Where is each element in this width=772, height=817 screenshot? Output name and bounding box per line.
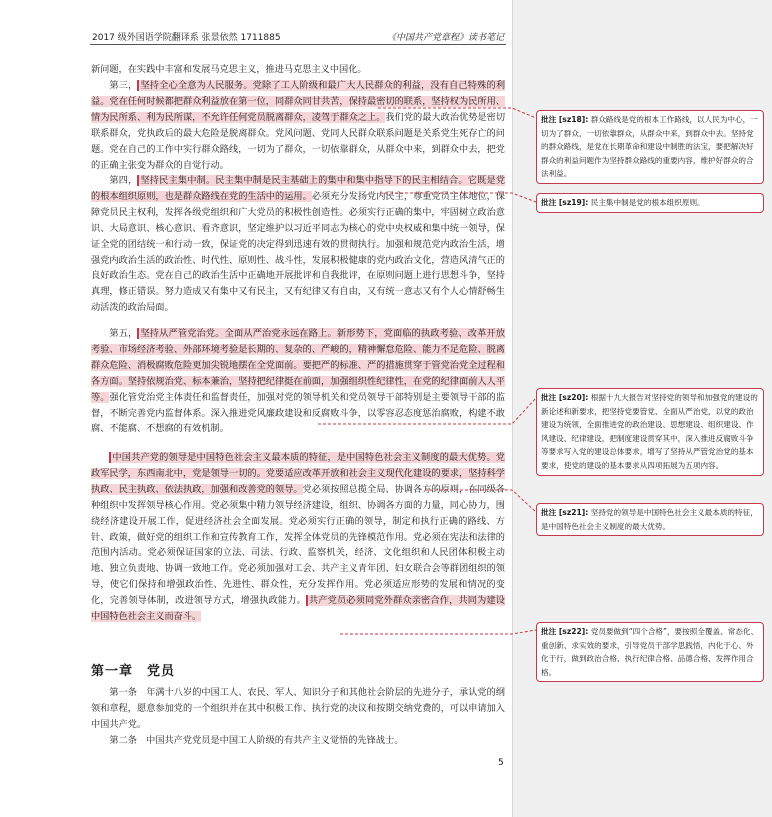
article-one	[91, 685, 505, 733]
header-left: 2017 级外国语学院翻译系 张景依然 1711885	[92, 33, 281, 43]
paragraph-text: 第二条 中国共产党党员是中国工人阶级的有共产主义觉悟的先锋战士。	[109, 735, 404, 746]
article-two	[91, 733, 505, 749]
comment-tag: 批注 [sz21]:	[541, 508, 589, 517]
comment-text: 党员要做到“四个合格”，要按照全覆盖、常态化、重创新、求实效的要求，引导党员干部学思践悟，内化于心、外化于行，做到政治合格、执行纪律合格、品德合格、发挥作用合格。	[541, 627, 759, 677]
paragraph-third[interactable]	[91, 78, 505, 173]
paragraph-lead: 第三，	[109, 80, 138, 91]
paragraph-text: 我们党的最大政治优势是密切联系群众，党执政后的最大危险是脱离群众。党风问题、党同人民群众联系问题是关系党生死存亡的问题。党在自己的工作中实行群众路线，一切为了群众，一切依靠群众，从群众中来，到群众中去，把党的正确主张变为群众的自觉行动。	[91, 111, 506, 171]
highlight-sz18[interactable]: 坚持全心全意为人民服务。党除了工人阶级和最广大人民群众的利益，没有自己特殊的利益。党在任何时候都把群众利益放在第一位，同群众同甘共苦，保持最密切的联系，坚持权为民所用、情为民所系、利为民所谋，不允许任何党员脱离群众，凌驾于群众之上。	[91, 80, 506, 123]
paragraph-text: 必须充分发扬党内民主，尊重党员主体地位，保障党员民主权利，发挥各级党组织和广大党员的积极性创造性。必须实行正确的集中，牢固树立政治意识、大局意识、核心意识、看齐意识，坚定维护以习近平同志为核心的党中央权威和集中统一领导，保证全党的团结统一和行动一致，保证党的决定得到迅速有效的贯彻执行。加强和规范党内政治生活，增强党内政治生活的政治性、时代性、原则性、战斗性，发展积极健康的党内政治文化，营造风清气正的良好政治生态。党在自己的政治生活中正确地开展批评和自我批评，在原则问题上进行思想斗争，坚持真理，修正错误。努力造成又有集中又有民主，又有纪律又有自由，又有统一意志又有个人心情舒畅生动活泼的政治局面。	[91, 190, 506, 314]
comment-sz21[interactable]	[536, 503, 764, 536]
comment-text: 群众路线是党的根本工作路线，以人民为中心，一切为了群众，一切依靠群众，从群众中来，到群众中去。坚持党的群众路线，是党在长期革命和建设中制胜的法宝，要把解决好群众的利益问题作为坚持群众路线的重要内容，维护好群众的合法利益。	[541, 115, 758, 179]
comment-sz22[interactable]	[536, 622, 764, 682]
comment-tag: 批注 [sz20]:	[541, 393, 589, 402]
comment-tag: 批注 [sz22]:	[541, 627, 589, 636]
paragraph-intro	[91, 62, 505, 78]
paragraph-text: 强化管党治党主体责任和监督责任，加强对党的领导机关和党员领导干部特别是主要领导干部的监督，不断完善党内监督体系。深入推进党风廉政建设和反腐败斗争，以零容忍态度惩治腐败，构建不敢腐、不能腐、不想腐的有效机制。	[91, 391, 506, 435]
paragraph-text: 第一条 年满十八岁的中国工人、农民、军人、知识分子和其他社会阶层的先进分子，承认党的纲领和章程，愿意参加党的一个组织并在其中积极工作、执行党的决议和按期交纳党费的，可以申请加入中国共产党。	[91, 687, 505, 730]
highlight-sz19[interactable]: 坚持民主集中制。民主集中制是民主基础上的集中和集中指导下的民主相结合。它既是党的根本组织原则，也是群众路线在党的生活中的运用。	[91, 175, 506, 202]
page-number: 5	[498, 758, 504, 768]
comment-tag: 批注 [sz19]:	[541, 198, 589, 207]
paragraph-fifth[interactable]	[91, 326, 505, 437]
paragraph-text: 新问题，在实践中丰富和发展马克思主义，推进马克思主义中国化。	[91, 64, 367, 75]
paragraph-lead: 第五，	[109, 328, 138, 339]
highlight-sz22[interactable]: 共产党员必须同党外群众亲密合作，共同为建设中国特色社会主义而奋斗。	[91, 595, 505, 623]
comment-text: 根据十九大报告对坚持党的领导和加强党的建设的新论述和新要求，把坚持党要管党、全面从严治党，以党的政治建设为统领，全面推进党的政治建设、思想建设、组织建设、作风建设、纪律建设，把制度建设贯穿其中，深入推进反腐败斗争等要求写入党的建设总体要求，增写了坚持从严管党治党的基本要求，使党的建设的基本要求从四项拓展为五项内容。	[541, 393, 758, 470]
comment-text: 坚持党的领导是中国特色社会主义最本质的特征，是中国特色社会主义制度的最大优势。	[541, 508, 758, 531]
paragraph-leadership[interactable]	[91, 450, 505, 625]
chapter-title: 第一章 党员	[91, 664, 176, 679]
comment-tag: 批注 [sz18]:	[541, 115, 589, 124]
header-rule	[90, 44, 506, 45]
comment-sz18[interactable]	[536, 110, 764, 184]
highlight-sz21[interactable]: 中国共产党的领导是中国特色社会主义最本质的特征，是中国特色社会主义制度的最大优势。党政军民学，东西南北中，党是领导一切的。党要适应改革开放和社会主义现代化建设的要求，坚持科学执政、民主执政、依法执政，加强和改善党的领导。	[91, 452, 505, 495]
comment-text: 民主集中制是党的根本组织原则。	[590, 198, 705, 207]
paragraph-fourth[interactable]	[91, 173, 505, 316]
comment-sz20[interactable]	[536, 388, 764, 476]
highlight-sz20[interactable]: 坚持从严管党治党。全面从严治党永远在路上。新形势下，党面临的执政考验、改革开放考验、市场经济考验、外部环境考验是长期的、复杂的、严峻的，精神懈怠危险、能力不足危险、脱离群众危险、消极腐败危险更加尖锐地摆在全党面前。要把严的标准、严的措施贯穿于管党治党全过程和各方面。坚持依规治党、标本兼治，坚持把纪律挺在前面，加强组织性纪律性，在党的纪律面前人人平等。	[91, 328, 506, 403]
paragraph-lead: 第四，	[109, 175, 138, 186]
comment-sz19[interactable]	[536, 193, 764, 213]
paragraph-text: 党必须按照总揽全局、协调各方的原则，在同级各种组织中发挥领导核心作用。党必须集中精力领导经济建设，组织、协调各方面的力量，同心协力，围绕经济建设开展工作，促进经济社会全面发展。党必须实行正确的领导，制定和执行正确的路线、方针、政策，做好党的组织工作和宣传教育工作，发挥全体党员的先锋模范作用。党必须在宪法和法律的范围内活动。党必须保证国家的立法、司法、行政、监察机关，经济、文化组织和人民团体积极主动地、独立负责地、协调一致地工作。党必须加强对工会、共产主义青年团、妇女联合会等群团组织的领导，使它们保持和增强政治性、先进性、群众性，充分发挥作用。党必须适应形势的发展和情况的变化，完善领导体制，改进领导方式，增强执政能力。	[91, 483, 506, 607]
header-right: 《中国共产党章程》读书笔记	[386, 33, 504, 43]
